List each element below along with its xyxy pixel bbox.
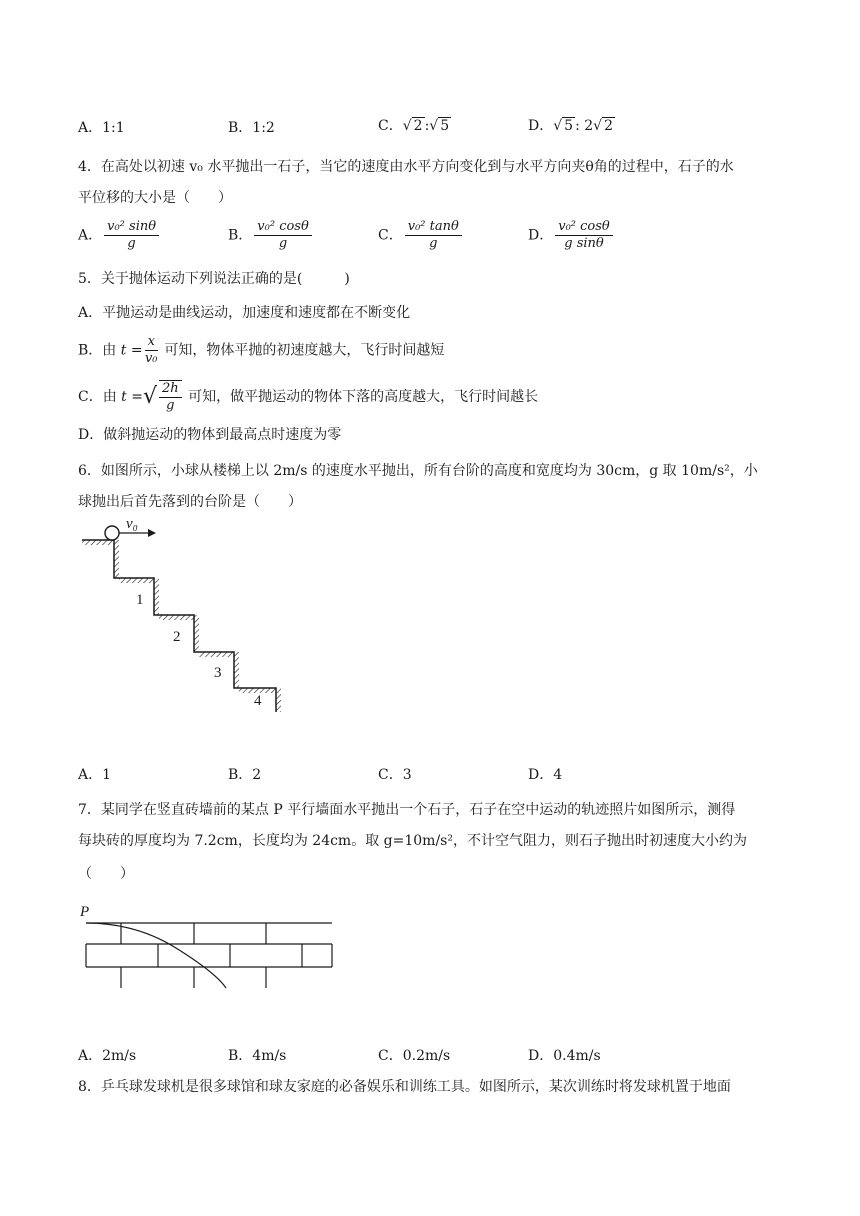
q5-c-prefix: C．由 [78,389,117,405]
q7-option-c: C．0.2m/s [378,1048,451,1064]
q6-option-d: D．4 [528,767,563,783]
q7-stem-line3: （ ） [78,866,134,882]
q4-b-denominator: g [278,236,288,251]
step-hatch-3v [194,615,199,652]
q5-c-denominator: g [166,398,175,413]
q6-option-c: C．3 [378,767,412,783]
q4-option-a-label: A． [78,227,103,244]
q5-c-numerator: 2h [159,381,182,398]
q5-b-t: t = [120,342,143,359]
q5-option-b [78,334,444,367]
q8-stem-line1: 8．乒乓球发球机是很多球馆和球友家庭的必备娱乐和训练工具。如图所示，某次训练时将发球机置于地面 [78,1079,731,1095]
q6-option-b: B．2 [228,767,262,783]
q4-option-b-label: B． [228,227,253,244]
q5-b-suffix: 可知，物体平抛的初速度越大，飞行时间越短 [164,342,445,359]
q5-stem: 5．关于抛体运动下列说法正确的是( ) [78,271,350,287]
q3-c-radicand-2: 5 [440,118,450,134]
ball-icon [105,526,119,540]
q5-c-suffix: 可知，做平抛运动的物体下落的高度越大，飞行时间越长 [188,389,539,405]
q4-d-denominator: g sinθ [564,236,604,251]
q4-option-a [78,219,161,252]
staircase-profile [82,540,276,712]
step-hatch-1h [119,578,154,583]
q3-option-d-label: D． [528,118,554,134]
q7-stem-line1: 7．某同学在竖直砖墙前的某点 P 平行墙面水平抛出一个石子，石子在空中运动的轨迹照片如图所示，测得 [78,802,736,818]
brick-wall-figure [76,898,346,993]
step-hatch-4v [234,652,239,688]
q7-option-b: B．4m/s [228,1048,287,1064]
step-label-2: 2 [173,629,181,645]
q4-b-numerator: v₀² cosθ [254,219,312,236]
q4-option-c-label: C． [378,227,403,244]
step-hatch-2v [154,578,159,615]
step-hatch-3h [199,652,234,657]
q6-stem-line2: 球抛出后首先落到的台阶是（ ） [78,494,302,510]
q7-option-a: A．2m/s [78,1048,137,1064]
q3-option-d: D．√ 5 : 2√ 2 [528,118,613,134]
q3-option-c-label: C． [378,118,403,134]
step-label-3: 3 [214,665,222,681]
q4-option-c [378,219,464,252]
step-hatch-5v [276,688,281,712]
q5-c-t: t = [121,389,143,405]
q4-stem-line1: 4．在高处以初速 v₀ 水平抛出一石子，当它的速度由水平方向变化到与水平方向夹θ角的过程中，石子的水 [78,159,734,175]
q5-b-denominator: v₀ [144,351,158,366]
q7-option-d: D．0.4m/s [528,1048,601,1064]
q5-option-d: D．做斜抛运动的物体到最高点时速度为零 [78,427,342,443]
q3-option-a: A．1:1 [78,120,125,136]
q4-d-numerator: v₀² cosθ [555,219,613,236]
q4-stem-line2: 平位移的大小是（ ） [78,190,232,206]
q3-option-b: B．1:2 [228,120,275,136]
q6-option-a: A．1 [78,767,112,783]
q4-c-denominator: g [429,236,438,251]
q5-b-numerator: x [145,334,158,351]
step-hatch-1v [114,540,119,578]
velocity-arrowhead [148,529,156,537]
stone-trajectory [86,923,226,988]
q7-stem-line2: 每块砖的厚度均为 7.2cm，长度均为 24cm。取 g=10m/s²，不计空气阻力，则石子抛出时初速度大小约为 [78,833,747,849]
q4-option-d-label: D． [528,227,554,244]
q5-b-prefix: B．由 [78,342,117,359]
q6-stem-line1: 6．如图所示，小球从楼梯上以 2m/s 的速度水平抛出，所有台阶的高度和宽度均为 30cm，g 取 10m/s²，小 [78,463,758,479]
q3-d-radicand-1: 5 [564,118,574,134]
q3-option-c: C．√ 2 :√ 5 [378,118,450,134]
step-hatch-2h [159,615,194,620]
q5-option-c: C．由 t =√ $\frac{2h}{g}$ 可知，做平抛运动的物体下落的高度越大，飞行时间越长 [78,381,539,413]
velocity-label: v₀ [126,516,138,532]
q4-a-numerator: v₀² sinθ [104,219,159,236]
q5-option-a: A．平抛运动是曲线运动，加速度和速度都在不断变化 [78,305,411,321]
staircase-figure [76,516,296,720]
q4-option-b [228,219,314,252]
q4-c-numerator: v₀² tanθ [405,219,462,236]
q4-a-denominator: g [127,236,136,251]
q3-c-radicand-1: 2 [413,118,423,134]
q4-option-d [528,219,615,252]
q3-d-mid: : 2 [575,118,594,134]
step-label-1: 1 [136,592,144,608]
point-p-label: P [80,904,90,920]
q3-d-radicand-2: 2 [604,118,613,134]
q3-c-colon: : [424,118,430,134]
step-label-4: 4 [254,693,262,709]
